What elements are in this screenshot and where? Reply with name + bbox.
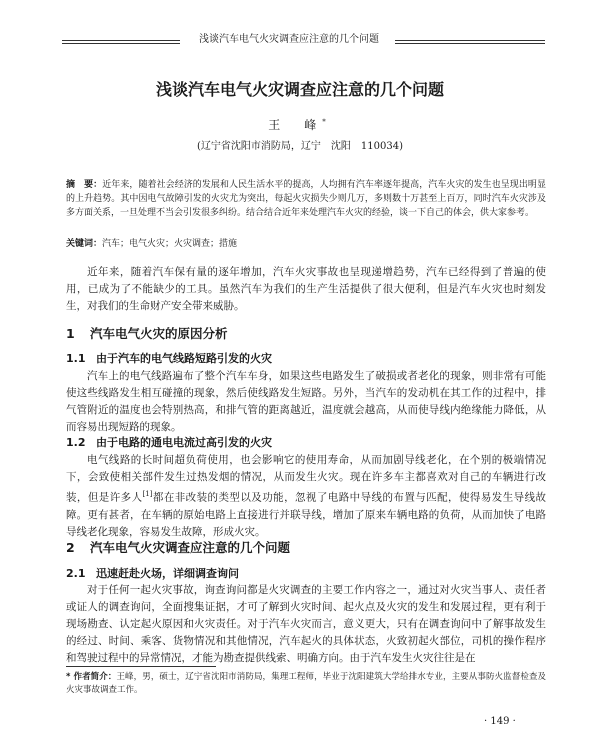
abstract-label: 摘 要：	[66, 180, 103, 190]
abstract	[66, 178, 546, 220]
section-2-number: 2	[66, 540, 75, 555]
section-1-2-paragraph	[66, 452, 546, 541]
running-head-rule-left	[62, 40, 180, 41]
keywords-text: 汽车；电气火灾；火灾调查；措施	[102, 239, 238, 249]
section-1-1-title: 由于汽车的电气线路短路引发的火灾	[96, 352, 272, 365]
author-text: 王 峰	[268, 118, 323, 132]
section-1-title: 汽车电气火灾的原因分析	[90, 326, 228, 341]
section-1-heading	[66, 324, 546, 342]
section-1-2-text-a: 电气线路的长时间超负荷使用，也会影响它的使用寿命，从而加剧导线老化，在个别的极端情况下，会致使相关部件发生过热发烟的情况，从而发生火灾。现在许多车主都喜欢对自己的车辆进行改装，但是许多人	[66, 454, 546, 504]
keywords-label: 关键词：	[66, 239, 103, 249]
section-2-1-number: 2.1	[66, 567, 86, 580]
section-1-1-paragraph: 汽车上的电气线路遍布了整个汽车车身，如果这些电路发生了破损或者老化的现象，则非常有可能使这些线路发生相互碰撞的现象，然后使线路发生短路。另外，当汽车的发动机在其工作的过程中，排气管附近的温度也会特别热高，和排气管的距离越近，温度就会越高，从而使导线内绝缘能力降低，从而容易出现短路的现象。	[66, 370, 546, 433]
keywords	[66, 236, 546, 249]
footnote-rule	[66, 666, 216, 667]
footnote	[66, 671, 546, 697]
intro-paragraph: 近年来，随着汽车保有量的逐年增加，汽车火灾事故也呈现递增趋势，汽车已经得到了普遍的使用，已成为了不能缺少的工具。虽然汽车为我们的生产生活提供了很大便利，但是汽车火灾也时刻发生，对我们的生命财产安全带来威胁。	[66, 266, 546, 312]
author-footnote-mark: *	[322, 118, 332, 126]
paper-title: 浅谈汽车电气火灾调查应注意的几个问题	[155, 80, 444, 99]
running-head-rule-right-2	[395, 43, 545, 44]
page-number: · 149 ·	[484, 716, 516, 727]
section-2-title: 汽车电气火灾调查应注意的几个问题	[90, 540, 291, 555]
section-2-1-paragraph: 对于任何一起火灾事故，询查询问都是火灾调查的主要工作内容之一，通过对火灾当事人、责任者或证人的调查询问，全面搜集证据，才可了解到火灾时间、起火点及火灾的发生和发展过程，更有利于现场勘查、认定起火原因和火灾责任。对于汽车火灾而言，意义更大，只有在调查询问中了解事故发生的经过、时间、乘客、货物情况和其他情况，汽车起火的具体状态，火致初起火部位，司机的操作程序和驾驶过程中的异常情况，才能为勘查提供线索、明确方向。由于汽车发生火灾往往是在	[66, 584, 546, 664]
running-head	[0, 0, 600, 44]
section-1-2-heading	[66, 434, 546, 450]
footnote-label: * 作者简介：	[66, 672, 117, 682]
section-1-2-text-b: 都在非改装的类型以及功能，忽视了电路中导线的布置与匹配，使得易发生导线故障。更有甚者，在车辆的原始电路上直接进行并联导线，增加了原来车辆电路的负荷，从而加快了电路导线老化现象，容易发生故障，形成火灾。	[66, 491, 547, 538]
running-head-text: 浅谈汽车电气火灾调查应注意的几个问题	[199, 34, 379, 45]
abstract-text: 近年来，随着社会经济的发展和人民生活水平的提高，人均拥有汽车率逐年提高，汽车火灾的发生也呈现出明显的上升趋势。其中因电气故障引发的火灾尤为突出，每起火灾损失少则几万，多则数十万甚至上百万，同时汽车火灾涉及多方面关系，一旦处理不当会引发很多纠纷。结合结合近年来处理汽车火灾的经验，谈一下自己的体会，供大家参考。	[66, 180, 546, 218]
running-head-rule-right	[395, 40, 545, 41]
footnote-text: 王峰，男，硕士，辽宁省沈阳市消防局，集理工程师，毕业于沈阳建筑大学给排水专业，主要从事防火监督检查及火灾事故调查工作。	[66, 672, 546, 695]
running-head-rule-left-2	[62, 43, 180, 44]
section-1-2-number: 1.2	[66, 436, 86, 449]
section-1-number: 1	[66, 326, 75, 341]
section-2-heading	[66, 538, 546, 556]
affiliation: (辽宁省沈阳市消防局，辽宁 沈阳 110034)	[197, 141, 403, 152]
section-1-1-heading	[66, 350, 546, 366]
author-name	[0, 116, 600, 133]
citation-1[interactable]: [1]	[142, 490, 153, 498]
section-2-1-heading	[66, 565, 546, 581]
section-1-1-number: 1.1	[66, 352, 86, 365]
section-2-1-title: 迅速赶赴火场，详细调查询问	[96, 567, 239, 580]
section-1-2-title: 由于电路的通电电流过高引发的火灾	[96, 436, 272, 449]
